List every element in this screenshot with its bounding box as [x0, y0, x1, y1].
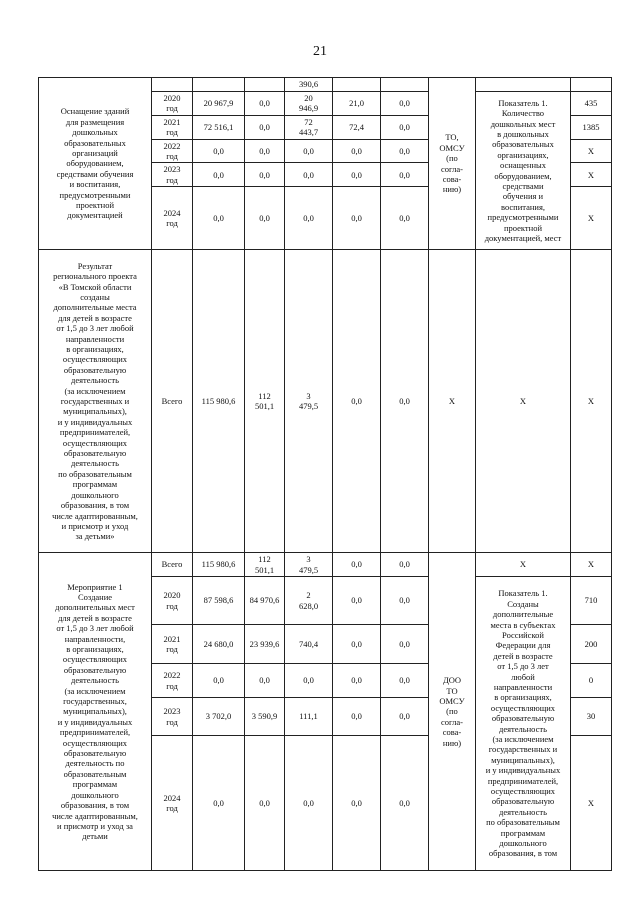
table-cell: 3 590,9 — [245, 698, 285, 736]
table-cell: X — [476, 553, 571, 577]
executor-cell: ДОО ТО ОМСУ (по согла- сова- нию) — [429, 553, 476, 871]
table-cell: 72 516,1 — [193, 115, 245, 139]
table-cell: 3 479,5 — [285, 250, 333, 553]
table-cell: 2022 год — [152, 664, 193, 698]
table-cell: 20 946,9 — [285, 92, 333, 116]
table-cell: 0,0 — [193, 664, 245, 698]
table-cell: 115 980,6 — [193, 250, 245, 553]
table-cell: 0,0 — [333, 187, 381, 250]
table-cell — [245, 78, 285, 92]
table-cell: 0,0 — [333, 139, 381, 163]
executor-cell: ТО, ОМСУ (по согла- сова- нию) — [429, 78, 476, 250]
table-cell: X — [571, 250, 612, 553]
table-cell: 0,0 — [333, 553, 381, 577]
table-cell: 112 501,1 — [245, 250, 285, 553]
table-cell: 0,0 — [285, 163, 333, 187]
table-cell: 0,0 — [333, 664, 381, 698]
table-cell: 2 628,0 — [285, 577, 333, 625]
table-cell: 0,0 — [245, 115, 285, 139]
table-cell: 30 — [571, 698, 612, 736]
table-cell: 0,0 — [285, 187, 333, 250]
table-cell: X — [571, 187, 612, 250]
table-cell: 0,0 — [381, 625, 429, 664]
table-cell: 2021 год — [152, 115, 193, 139]
page-number: 21 — [313, 44, 327, 59]
table-cell: 84 970,6 — [245, 577, 285, 625]
table-cell: X — [571, 736, 612, 871]
table-cell: X — [571, 553, 612, 577]
table-cell: 435 — [571, 92, 612, 116]
table-cell: 111,1 — [285, 698, 333, 736]
table-cell: 0,0 — [245, 139, 285, 163]
table-cell: 0,0 — [333, 250, 381, 553]
table-cell: 0,0 — [333, 163, 381, 187]
table-cell: 21,0 — [333, 92, 381, 116]
table-cell: 0,0 — [381, 139, 429, 163]
table-cell: 1385 — [571, 115, 612, 139]
table-row — [39, 553, 612, 577]
table-cell: 0,0 — [333, 698, 381, 736]
activity-name-cell: Оснащение зданий для размещения дошкольных образовательных организаций оборудованием, средствами обучения и воспитания, предусмотренными проектной документацией — [39, 78, 152, 250]
table-cell: 20 967,9 — [193, 92, 245, 116]
table-cell: 0,0 — [285, 736, 333, 871]
table-cell: 2024 год — [152, 736, 193, 871]
table-cell: X — [571, 163, 612, 187]
table-cell: 0,0 — [245, 664, 285, 698]
table-cell: 0,0 — [285, 664, 333, 698]
table-cell: 0,0 — [193, 736, 245, 871]
table-cell: 72 443,7 — [285, 115, 333, 139]
table-cell: 3 702,0 — [193, 698, 245, 736]
table-cell: 2021 год — [152, 625, 193, 664]
table-cell: 2023 год — [152, 163, 193, 187]
table-cell: 0,0 — [333, 736, 381, 871]
table-cell: 3 479,5 — [285, 553, 333, 577]
table-cell: 710 — [571, 577, 612, 625]
table-cell: 0,0 — [193, 187, 245, 250]
table-cell: 0,0 — [381, 698, 429, 736]
table-cell: Всего — [152, 250, 193, 553]
table-cell: 2020 год — [152, 577, 193, 625]
table-cell: 0 — [571, 664, 612, 698]
table-cell — [333, 78, 381, 92]
result-name-cell: Результат регионального проекта «В Томской области созданы дополнительные места для детей в возрасте от 1,5 до 3 лет любой направленности в организациях, осуществляющих образовательную деятельность (за исключением государственных и муниципальных), и у индивидуальных предпринимателей, осуществляющих образовательную деятельность по образовательным программам дошкольного образования, в том числе адаптированным, и присмотр и уход за детьми» — [39, 250, 152, 553]
table-cell: X — [571, 139, 612, 163]
indicator-cell: Показатель 1. Количество дошкольных мест в дошкольных образовательных организациях, оснащенных оборудованием, средствами обучения и воспитания, предусмотренными проектной документацией, мест — [476, 92, 571, 250]
table-cell: 0,0 — [193, 139, 245, 163]
table-cell: 0,0 — [333, 577, 381, 625]
table-cell: 0,0 — [333, 625, 381, 664]
table-cell — [571, 78, 612, 92]
table-cell: Всего — [152, 553, 193, 577]
table-cell: 0,0 — [381, 577, 429, 625]
event-name-cell: Мероприятие 1 Создание дополнительных мест для детей в возрасте от 1,5 до 3 лет любой направленности, в организациях, осуществляющих образовательную деятельность (за исключением государственных, муниципальных), и у индивидуальных предпринимателей, осуществляющих образовательную деятельность по образовательным программам дошкольного образования, в том числе адаптированным, и присмотр и уход за детьми — [39, 553, 152, 871]
table-cell: 2024 год — [152, 187, 193, 250]
table-cell: 0,0 — [193, 163, 245, 187]
indicator-cell: Показатель 1. Созданы дополнительные места в субъектах Российской Федерации для детей в возрасте от 1,5 до 3 лет любой направленности в организациях, осуществляющих образовательную деятельность (за исключением государственных и муниципальных), и у индивидуальных предпринимателей, осуществляющих образовательную деятельность по образовательным программам дошкольного образования, в том — [476, 577, 571, 871]
table-cell: X — [429, 250, 476, 553]
table-cell — [193, 78, 245, 92]
table-row — [39, 78, 612, 92]
table-cell: 2020 год — [152, 92, 193, 116]
table-cell: 0,0 — [245, 92, 285, 116]
table-cell: 0,0 — [381, 553, 429, 577]
table-cell — [152, 78, 193, 92]
table-cell: 390,6 — [285, 78, 333, 92]
table-cell: 2023 год — [152, 698, 193, 736]
table-cell: 0,0 — [381, 163, 429, 187]
table-cell — [381, 78, 429, 92]
table-cell: 740,4 — [285, 625, 333, 664]
table-cell: X — [476, 250, 571, 553]
table-cell — [476, 78, 571, 92]
table-cell: 23 939,6 — [245, 625, 285, 664]
table-cell: 24 680,0 — [193, 625, 245, 664]
table-cell: 72,4 — [333, 115, 381, 139]
table-cell: 0,0 — [381, 92, 429, 116]
table-cell: 112 501,1 — [245, 553, 285, 577]
table-cell: 200 — [571, 625, 612, 664]
table-cell: 0,0 — [381, 664, 429, 698]
table-cell: 0,0 — [245, 163, 285, 187]
program-table — [38, 77, 612, 871]
table-cell: 0,0 — [285, 139, 333, 163]
table-cell: 87 598,6 — [193, 577, 245, 625]
table-cell: 0,0 — [381, 115, 429, 139]
table-row — [39, 250, 612, 553]
table-cell: 2022 год — [152, 139, 193, 163]
table-cell: 0,0 — [381, 187, 429, 250]
table-cell: 0,0 — [381, 250, 429, 553]
table-cell: 0,0 — [245, 187, 285, 250]
table-cell: 0,0 — [245, 736, 285, 871]
table-cell: 0,0 — [381, 736, 429, 871]
table-cell: 115 980,6 — [193, 553, 245, 577]
